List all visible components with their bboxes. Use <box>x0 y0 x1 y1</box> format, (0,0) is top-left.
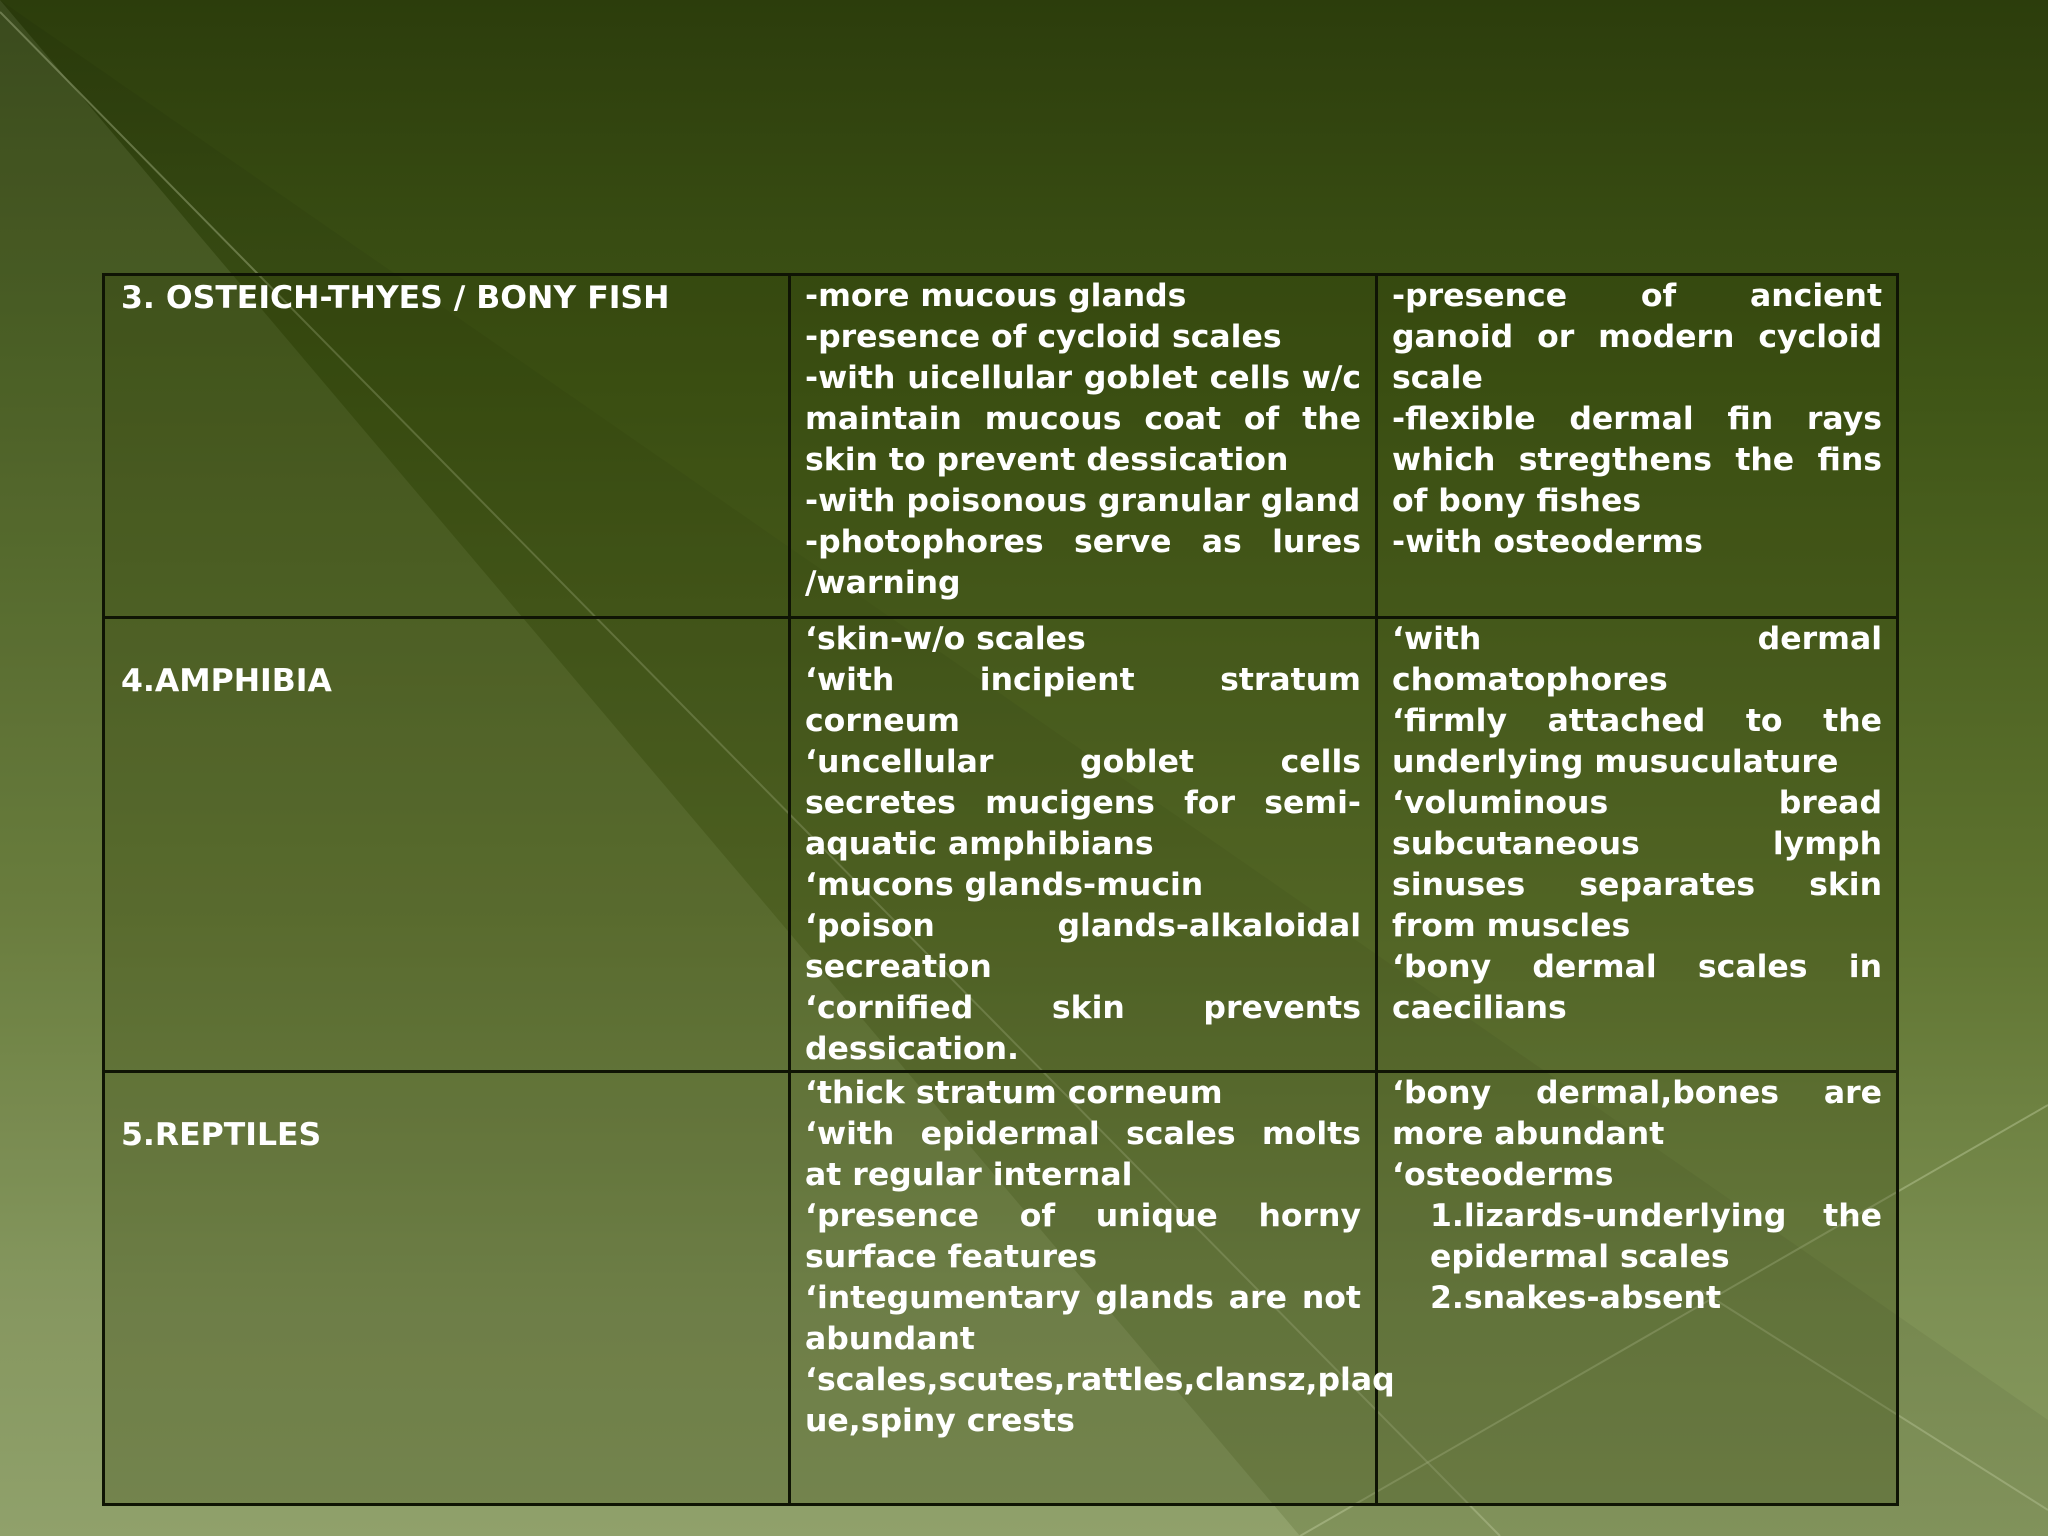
cell-line: -presence of cycloid scales <box>805 319 1282 355</box>
cell-line: ‘mucons glands-mucin <box>805 867 1204 903</box>
cell-line: -more mucous glands <box>805 278 1187 314</box>
table-row <box>104 275 1898 618</box>
cell-line: ‘bony dermal,bones are more abundant <box>1392 1075 1882 1152</box>
cell-line: -flexible dermal fin rays which stregthens the fins of bony fishes <box>1392 401 1882 519</box>
cell-line: ‘thick stratum corneum <box>805 1075 1223 1111</box>
glands-cell <box>790 1072 1395 1505</box>
group-cell <box>104 1072 790 1505</box>
cell-line: ‘voluminous bread subcutaneous lymph sinuses separates skin from muscles <box>1392 785 1882 944</box>
cell-line: ‘firmly attached to the underlying musuculature <box>1392 703 1882 780</box>
cell-line: ‘osteoderms <box>1392 1157 1614 1193</box>
cell-line: ‘with incipient stratum corneum <box>805 662 1361 739</box>
cell-line: ‘with dermal chomatophores <box>1392 621 1882 698</box>
group-name: 4.AMPHIBIA <box>121 663 332 699</box>
cell-line: ‘presence of unique horny surface features <box>805 1198 1361 1275</box>
cell-line: ‘scales,scutes,rattles,clansz,plaq ue,spiny crests <box>805 1362 1395 1439</box>
cell-line: -photophores serve as lures /warning <box>805 524 1361 601</box>
cell-line: -presence of ancient ganoid or modern cycloid scale <box>1392 278 1882 396</box>
group-name: 3. OSTEICH-THYES / BONY FISH <box>121 280 670 316</box>
cell-line: ‘integumentary glands are not abundant <box>805 1280 1361 1357</box>
integument-comparison-table <box>102 273 1899 1506</box>
table-row <box>104 1072 1898 1505</box>
cell-line: -with uicellular goblet cells w/c maintain mucous coat of the skin to prevent dessication <box>805 360 1361 478</box>
dermis-cell <box>1377 618 1898 1072</box>
cell-line: ‘poison glands-alkaloidal secreation <box>805 908 1361 985</box>
dermis-cell <box>1377 1072 1898 1505</box>
cell-line: ‘bony dermal scales in caecilians <box>1392 949 1882 1026</box>
cell-line: -with osteoderms <box>1392 524 1703 560</box>
dermis-cell <box>1377 275 1898 618</box>
cell-line: ‘cornified skin prevents dessication. <box>805 990 1361 1067</box>
cell-subline: 1.lizards-underlying the epidermal scales <box>1430 1198 1882 1275</box>
group-cell <box>104 618 790 1072</box>
cell-subline: 2.snakes-absent <box>1430 1280 1722 1316</box>
group-name: 5.REPTILES <box>121 1117 322 1153</box>
cell-line: -with poisonous granular gland <box>805 483 1361 519</box>
cell-line: ‘skin-w/o scales <box>805 621 1086 657</box>
table-row <box>104 618 1898 1072</box>
glands-cell <box>790 275 1377 618</box>
cell-line: ‘with epidermal scales molts at regular internal <box>805 1116 1361 1193</box>
cell-line: ‘uncellular goblet cells secretes mucigens for semi-aquatic amphibians <box>805 744 1361 862</box>
glands-cell <box>790 618 1377 1072</box>
group-cell <box>104 275 790 618</box>
